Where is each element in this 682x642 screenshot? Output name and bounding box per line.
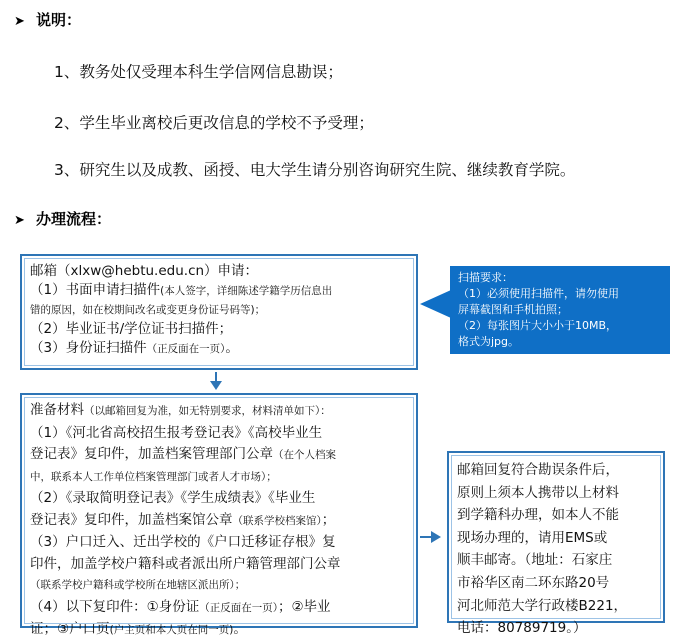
apply-item-1-detail: 错的原因，如在校期间改名或变更身份证号码等)；: [30, 304, 266, 316]
apply-item-3: （3）身份证扫描件（正反面在一页）。: [30, 340, 239, 356]
mail-line: 市裕华区南二环东路20号: [457, 574, 610, 591]
callout-line: （2）每张图片大小小于10MB，: [458, 319, 618, 332]
apply-item-1: （1）书面申请扫描件(本人签字，详细陈述学籍学历信息出: [30, 282, 333, 298]
callout-line: 屏幕截图和手机拍照；: [458, 303, 568, 316]
mail-line: 顺丰邮寄。（地址：石家庄: [457, 552, 613, 569]
callout-line: （1）必须使用扫描件，请勿使用: [458, 287, 619, 300]
apply-email-line: 邮箱（xlxw@hebtu.edu.cn）申请：: [30, 263, 259, 279]
materials-line: 证；③户口页(户主页和本人页在同一页)。: [30, 621, 247, 637]
mail-line: 原则上须本人携带以上材料: [457, 484, 619, 501]
apply-box: [20, 254, 418, 370]
section-heading-process: [14, 208, 111, 229]
mail-instructions-box: [447, 451, 665, 637]
section-title: 办理流程：: [36, 210, 112, 228]
arrowhead-bullet-icon: ➤: [14, 213, 25, 228]
materials-line: （4）以下复印件：①身份证（正反面在一页）；②毕业: [30, 598, 331, 615]
callout-title: 扫描要求：: [458, 271, 513, 284]
section-heading-explain: [14, 9, 81, 30]
materials-line: 登记表》复印件，加盖档案馆公章（联系学校档案馆）；: [30, 511, 336, 528]
materials-line: （3）户口迁入、迁出学校的《户口迁移证存根》复: [30, 534, 336, 550]
section-title: 说明：: [36, 11, 82, 29]
down-arrow-icon: [210, 381, 222, 390]
materials-line: （1）《河北省高校招生报考登记表》《高校毕业生: [30, 424, 323, 441]
apply-item-2: （2）毕业证书/学位证书扫描件；: [30, 321, 233, 337]
mail-line: 邮箱回复符合勘误条件后，: [457, 462, 619, 478]
materials-box: [20, 393, 418, 637]
mail-line: 现场办理的，请用EMS或: [457, 529, 608, 546]
callout-pointer: [420, 290, 451, 318]
right-arrow-icon: [431, 531, 441, 543]
scan-requirements-callout: [450, 266, 670, 354]
note-item: 1、教务处仅受理本科生学信网信息勘误；: [54, 63, 343, 81]
mail-line: 电话：80789719。）: [457, 620, 587, 637]
callout-line: 格式为jpg。: [458, 335, 520, 348]
materials-line: （联系学校户籍科或学校所在地辖区派出所）；: [30, 579, 246, 591]
materials-line: 中，联系本人工作单位档案管理部门或者人才市场）；: [30, 470, 277, 483]
note-item: 2、学生毕业离校后更改信息的学校不予受理；: [54, 114, 374, 132]
materials-line: 印件，加盖学校户籍科或者派出所户籍管理部门公章: [30, 555, 341, 572]
mail-line: 河北师范大学行政楼B221，: [457, 597, 628, 614]
arrowhead-bullet-icon: ➤: [14, 14, 25, 29]
materials-title: 准备材料（以邮箱回复为准，如无特别要求，材料清单如下）：: [30, 402, 331, 418]
note-item: 3、研究生以及成教、函授、电大学生请分别咨询研究生院、继续教育学院。: [54, 161, 576, 179]
mail-line: 到学籍科办理，如本人不能: [457, 507, 619, 524]
materials-line: 登记表》复印件，加盖档案管理部门公章（在个人档案: [30, 446, 336, 462]
materials-line: （2）《录取简明登记表》《学生成绩表》《毕业生: [30, 490, 316, 506]
